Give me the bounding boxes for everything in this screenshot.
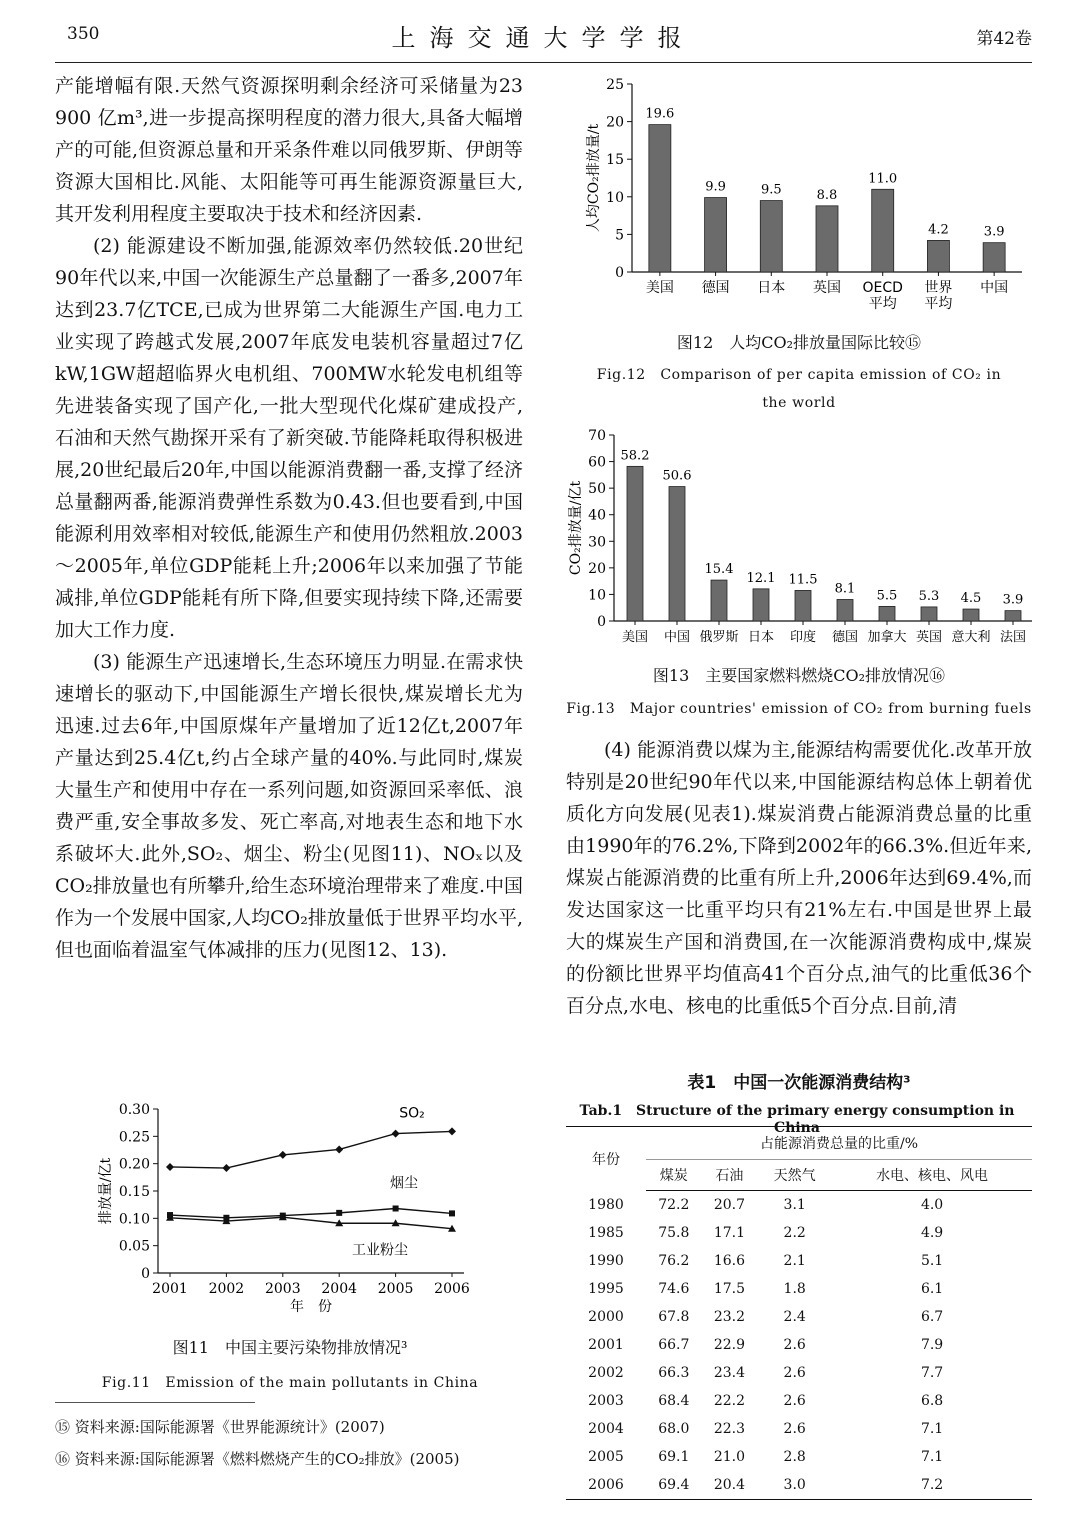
table-cell: 68.0 [658,1421,690,1437]
table-cell: 3.1 [783,1197,806,1213]
table-cell: 4.0 [920,1197,944,1213]
running-header [55,18,1032,52]
bar-value-label: 11.5 [788,572,818,588]
x-tick-label: 2005 [377,1281,414,1297]
footnote-rule [55,1402,255,1403]
table-cell: 6.1 [920,1281,944,1297]
table-cell: 2.6 [783,1365,806,1381]
bar [711,580,727,621]
data-point [336,1210,342,1216]
y-axis-label: 人均CO₂排放量/t [586,123,602,233]
series-label: SO₂ [399,1105,425,1122]
table-cell: 7.9 [920,1337,944,1353]
y-tick-label: 70 [588,428,606,444]
table-cell: 69.1 [658,1449,690,1465]
bar [837,599,853,621]
bar-value-label: 3.9 [1002,592,1024,608]
bar [669,487,685,621]
x-category-label: 德国 [831,630,859,645]
table-row [566,1359,1032,1387]
y-tick-label: 0.30 [118,1102,150,1118]
y-axis-label: CO₂排放量/亿t [568,480,584,576]
table-cell: 7.1 [920,1449,944,1465]
table-row [566,1331,1032,1359]
table-row [566,1443,1032,1471]
figure-13 [566,425,1032,725]
table-row [566,1247,1032,1275]
series-line [170,1208,452,1217]
x-category-label: 俄罗斯 [699,630,739,645]
data-point [222,1164,230,1172]
table-cell: 2.6 [783,1337,806,1353]
col-header-year: 年份 [566,1127,646,1191]
table-row [566,1191,1032,1220]
bar [921,607,937,621]
data-point [393,1205,399,1211]
bar-value-label: 11.0 [868,171,898,187]
bar [627,466,643,621]
bar-value-label: 8.8 [816,187,838,203]
x-tick-label: 2003 [264,1281,301,1297]
col-header: 煤炭 [646,1160,702,1191]
table-cell: 76.2 [658,1253,690,1269]
fig11-chart [80,1095,500,1323]
bar-value-label: 15.4 [704,562,734,578]
y-tick-label: 20 [588,560,606,577]
y-tick-label: 0.25 [118,1129,150,1146]
table-cell: 20.7 [713,1197,745,1213]
x-category-label: 平均 [868,296,897,312]
x-category-label: 美国 [645,280,674,296]
table-cell-year: 1990 [588,1253,624,1269]
y-tick-label: 0.10 [118,1211,150,1228]
y-tick-label: 50 [588,481,606,498]
series-line [170,1217,452,1228]
y-tick-label: 5 [615,227,624,244]
bar-value-label: 5.3 [918,588,940,604]
table-cell: 66.3 [658,1365,690,1381]
table-cell: 23.4 [713,1365,745,1381]
series-label: 烟尘 [390,1175,418,1192]
table-cell: 66.7 [658,1337,690,1353]
fig12-caption-en: Fig.12 Comparison of per capita emission of CO₂ in the world [596,367,1002,411]
bar-value-label: 4.2 [928,222,949,238]
table-cell-year: 2006 [566,1471,646,1500]
x-category-label: 日本 [757,280,786,296]
col-header-share: 占能源消费总量的比重/% [646,1127,1032,1160]
table-cell: 20.4 [702,1471,758,1500]
table-cell-year: 2003 [588,1393,624,1409]
bar-value-label: 8.1 [834,581,856,597]
data-point [449,1210,455,1216]
table-cell: 7.1 [920,1421,944,1437]
paragraph: (2) 能源建设不断加强,能源效率仍然较低.20世纪90年代以来,中国一次能源生产总量翻了一番多,2007年达到23.7亿TCE,已成为世界第二大能源生产国.电力工业实现了跨越式发展,2007年底发电装机容量超过7亿kW,1GW超超临界火电机组、700MW水轮发电机组等先进装备实现了国产化,一批大型现代化煤矿建成投产,石油和天然气勘探开采有了新突破.节能降耗取得积极进展,20世纪最后20年,中国以能源消费翻一番,支撑了经济总量翻两番,能源消费弹性系数为0.43.但也要看到,中国能源利用效率相对较低,能源生产和使用仍然粗放.2003～2005年,单位GDP能耗上升;2006年以来加强了节能减排,单位GDP能耗有所下降,但要实现持续下降,还需要加大工作力度. [55,235,523,641]
table-row [566,1303,1032,1331]
y-tick-label: 0.05 [118,1238,150,1255]
x-tick-label: 2006 [434,1281,470,1297]
y-tick-label: 10 [588,587,606,604]
right-column [566,734,1032,1022]
x-category-label: OECD [862,280,903,296]
footnote-15: ⑮ 资料来源:国际能源署《世界能源统计》(2007) [55,1418,385,1436]
x-axis-label: 年 份 [290,1299,332,1315]
bar [649,125,671,272]
x-category-label: 中国 [663,630,691,645]
table-cell: 22.2 [713,1393,745,1409]
y-tick-label: 0 [615,265,624,281]
x-category-label: 德国 [701,280,730,296]
x-category-label: 世界 [924,280,953,296]
x-tick-label: 2004 [321,1281,358,1297]
table-cell: 75.8 [658,1225,690,1241]
table-row [566,1415,1032,1443]
table-cell: 72.2 [658,1197,690,1213]
fig12-chart [566,72,1032,320]
y-tick-label: 0 [141,1266,150,1282]
data-point [166,1163,174,1171]
bar-value-label: 50.6 [662,468,692,484]
x-tick-label: 2001 [152,1281,188,1297]
x-category-label: 美国 [621,630,649,645]
table-cell-year: 1995 [588,1281,624,1297]
bar [705,198,727,272]
x-category-label: 中国 [980,280,1009,296]
bar [1005,611,1021,621]
bar-value-label: 9.5 [760,182,782,198]
y-tick-label: 25 [606,77,624,93]
table-cell-year: 2001 [588,1337,624,1353]
data-point [448,1127,456,1135]
table-cell: 7.7 [920,1365,944,1381]
bar-value-label: 19.6 [645,106,675,122]
paragraph: 产能增幅有限.天然气资源探明剩余经济可采储量为23 900 亿m³,进一步提高探明程度的潜力很大,具备大幅增产的可能,但资源总量和开采条件难以同俄罗斯、伊朗等资源大国相比.风能、太阳能等可再生能源资源量巨大,其开发利用程度主要取决于技术和经济因素. [55,75,523,225]
series-line [170,1131,452,1168]
fig13-caption-cn: 图13 主要国家燃料燃烧CO₂排放情况⑯ [652,666,946,685]
y-tick-label: 0.15 [118,1184,150,1200]
x-category-label: 加拿大 [867,630,907,645]
table-cell: 6.8 [920,1393,944,1409]
y-tick-label: 15 [606,152,624,169]
table-row [566,1219,1032,1247]
x-category-label: 意大利 [951,630,991,645]
paragraph: (3) 能源生产迅速增长,生态环境压力明显.在需求快速增长的驱动下,中国能源生产增长很快,煤炭增长尤为迅速.过去6年,中国原煤年产量增加了近12亿t,2007年产量达到25.4亿t,约占全球产量的40%.与此同时,煤炭大量生产和使用中存在一系列问题,如资源回采率低、浪费严重,安全事故多发、死亡率高,对地表生态和地下水系破坏大.此外,SO₂、烟尘、粉尘(见图11)、NOₓ以及CO₂排放量也有所攀升,给生态环境治理带来了难度.中国作为一个发展中国家,人均CO₂排放量低于世界平均水平,但也面临着温室气体减排的压力(见图12、13). [55,651,523,961]
energy-structure-table [566,1126,1032,1500]
x-category-label: 印度 [789,630,817,645]
x-category-label: 平均 [924,296,953,312]
fig13-chart [566,425,1032,653]
fig11-caption-cn: 图11 中国主要污染物排放情况³ [172,1338,408,1357]
table-cell: 69.4 [646,1471,702,1500]
bar-value-label: 5.5 [876,588,898,604]
bar [872,189,894,272]
bar [963,609,979,621]
bar [983,243,1005,272]
bar-value-label: 3.9 [983,224,1005,240]
table-cell: 17.1 [713,1225,745,1241]
table-row [566,1387,1032,1415]
table-cell: 68.4 [658,1393,690,1409]
x-category-label: 日本 [747,630,775,645]
fig11-caption-en: Fig.11 Emission of the main pollutants in China [101,1375,479,1391]
table-cell-year: 1985 [588,1225,624,1241]
volume-label: 第42卷 [976,29,1032,49]
table-cell: 4.9 [920,1225,944,1241]
x-category-label: 法国 [999,630,1027,645]
bar [795,590,811,621]
table-cell: 22.9 [713,1337,745,1353]
table-cell: 21.0 [713,1449,745,1465]
table-row [566,1275,1032,1303]
table-cell: 2.6 [783,1393,806,1409]
journal-title: 上海交通大学学报 [391,24,696,52]
col-header: 天然气 [757,1160,832,1191]
bar-value-label: 12.1 [746,570,776,586]
table-cell: 16.6 [713,1253,745,1269]
col-header: 石油 [702,1160,758,1191]
table-cell-year: 1980 [588,1196,624,1213]
y-tick-label: 40 [588,507,606,524]
table-title-cn: 表1 中国一次能源消费结构³ [687,1073,911,1093]
y-tick-label: 20 [606,114,624,131]
page-number: 350 [67,24,100,44]
header-rule [55,62,1032,63]
table-cell: 23.2 [713,1309,745,1325]
table-cell: 1.8 [783,1281,806,1297]
y-tick-label: 0 [597,614,606,630]
x-tick-label: 2002 [208,1281,245,1297]
table-cell: 2.4 [783,1309,806,1325]
series-label: 工业粉尘 [352,1242,408,1259]
table-cell: 3.0 [757,1471,832,1500]
bar [760,201,782,272]
table-cell-year: 2005 [588,1449,624,1465]
table-cell: 2.2 [783,1225,806,1241]
table-cell: 22.3 [713,1421,745,1437]
paragraph: (4) 能源消费以煤为主,能源结构需要优化.改革开放特别是20世纪90年代以来,中国能源结构总体上朝着优质化方向发展(见表1).煤炭消费占能源消费总量的比重由1990年的76.2%,下降到2002年的66.3%.但近年来,煤炭占能源消费的比重有所上升,2006年达到69.4%,而发达国家这一比重平均只有21%左右.中国是世界上最大的煤炭生产国和消费国,在一次能源消费构成中,煤炭的份额比世界平均值高41个百分点,油气的比重低36个百分点,水电、核电的比重低5个百分点.目前,清 [566,739,1032,1017]
table-cell: 2.1 [783,1253,806,1269]
table-cell: 6.7 [920,1309,944,1325]
table-cell: 67.8 [658,1309,690,1325]
table-cell: 74.6 [658,1281,690,1297]
y-tick-label: 10 [606,189,624,206]
data-point [279,1151,287,1159]
table-body [566,1191,1032,1500]
table-cell: 5.1 [920,1253,944,1269]
table-cell: 17.5 [713,1281,745,1297]
data-point [392,1130,400,1138]
left-column [55,70,523,966]
col-header: 水电、核电、风电 [832,1160,1032,1191]
bar-value-label: 58.2 [620,448,650,464]
table-cell-year: 2002 [588,1365,624,1381]
data-point [335,1145,343,1153]
bar [753,589,769,621]
bar-value-label: 9.9 [705,179,726,195]
table-cell-year: 2000 [588,1309,624,1325]
footnote-16: ⑯ 资料来源:国际能源署《燃料燃烧产生的CO₂排放》(2005) [55,1450,460,1468]
y-tick-label: 60 [588,454,606,471]
y-tick-label: 30 [588,534,606,551]
bar-value-label: 4.5 [960,591,982,607]
bar [927,240,949,272]
bar [879,606,895,621]
y-tick-label: 0.20 [118,1156,150,1173]
table-cell-year: 2004 [588,1421,624,1437]
fig13-caption-en: Fig.13 Major countries' emission of CO₂ from burning fuels [566,701,1032,717]
table-title-en: Tab.1 Structure of the primary energy consumption in China [579,1103,1015,1136]
table-cell: 7.2 [832,1471,1032,1500]
figure-11 [80,1095,500,1395]
x-category-label: 英国 [813,280,841,296]
table-row [566,1471,1032,1500]
figure-12 [566,72,1032,412]
y-axis-label: 排放量/亿t [98,1157,114,1225]
x-category-label: 英国 [915,630,943,645]
fig12-caption-cn: 图12 人均CO₂排放量国际比较⑮ [676,333,922,352]
table-cell: 2.8 [783,1449,806,1465]
bar [816,206,838,272]
table-cell: 2.6 [783,1421,806,1437]
